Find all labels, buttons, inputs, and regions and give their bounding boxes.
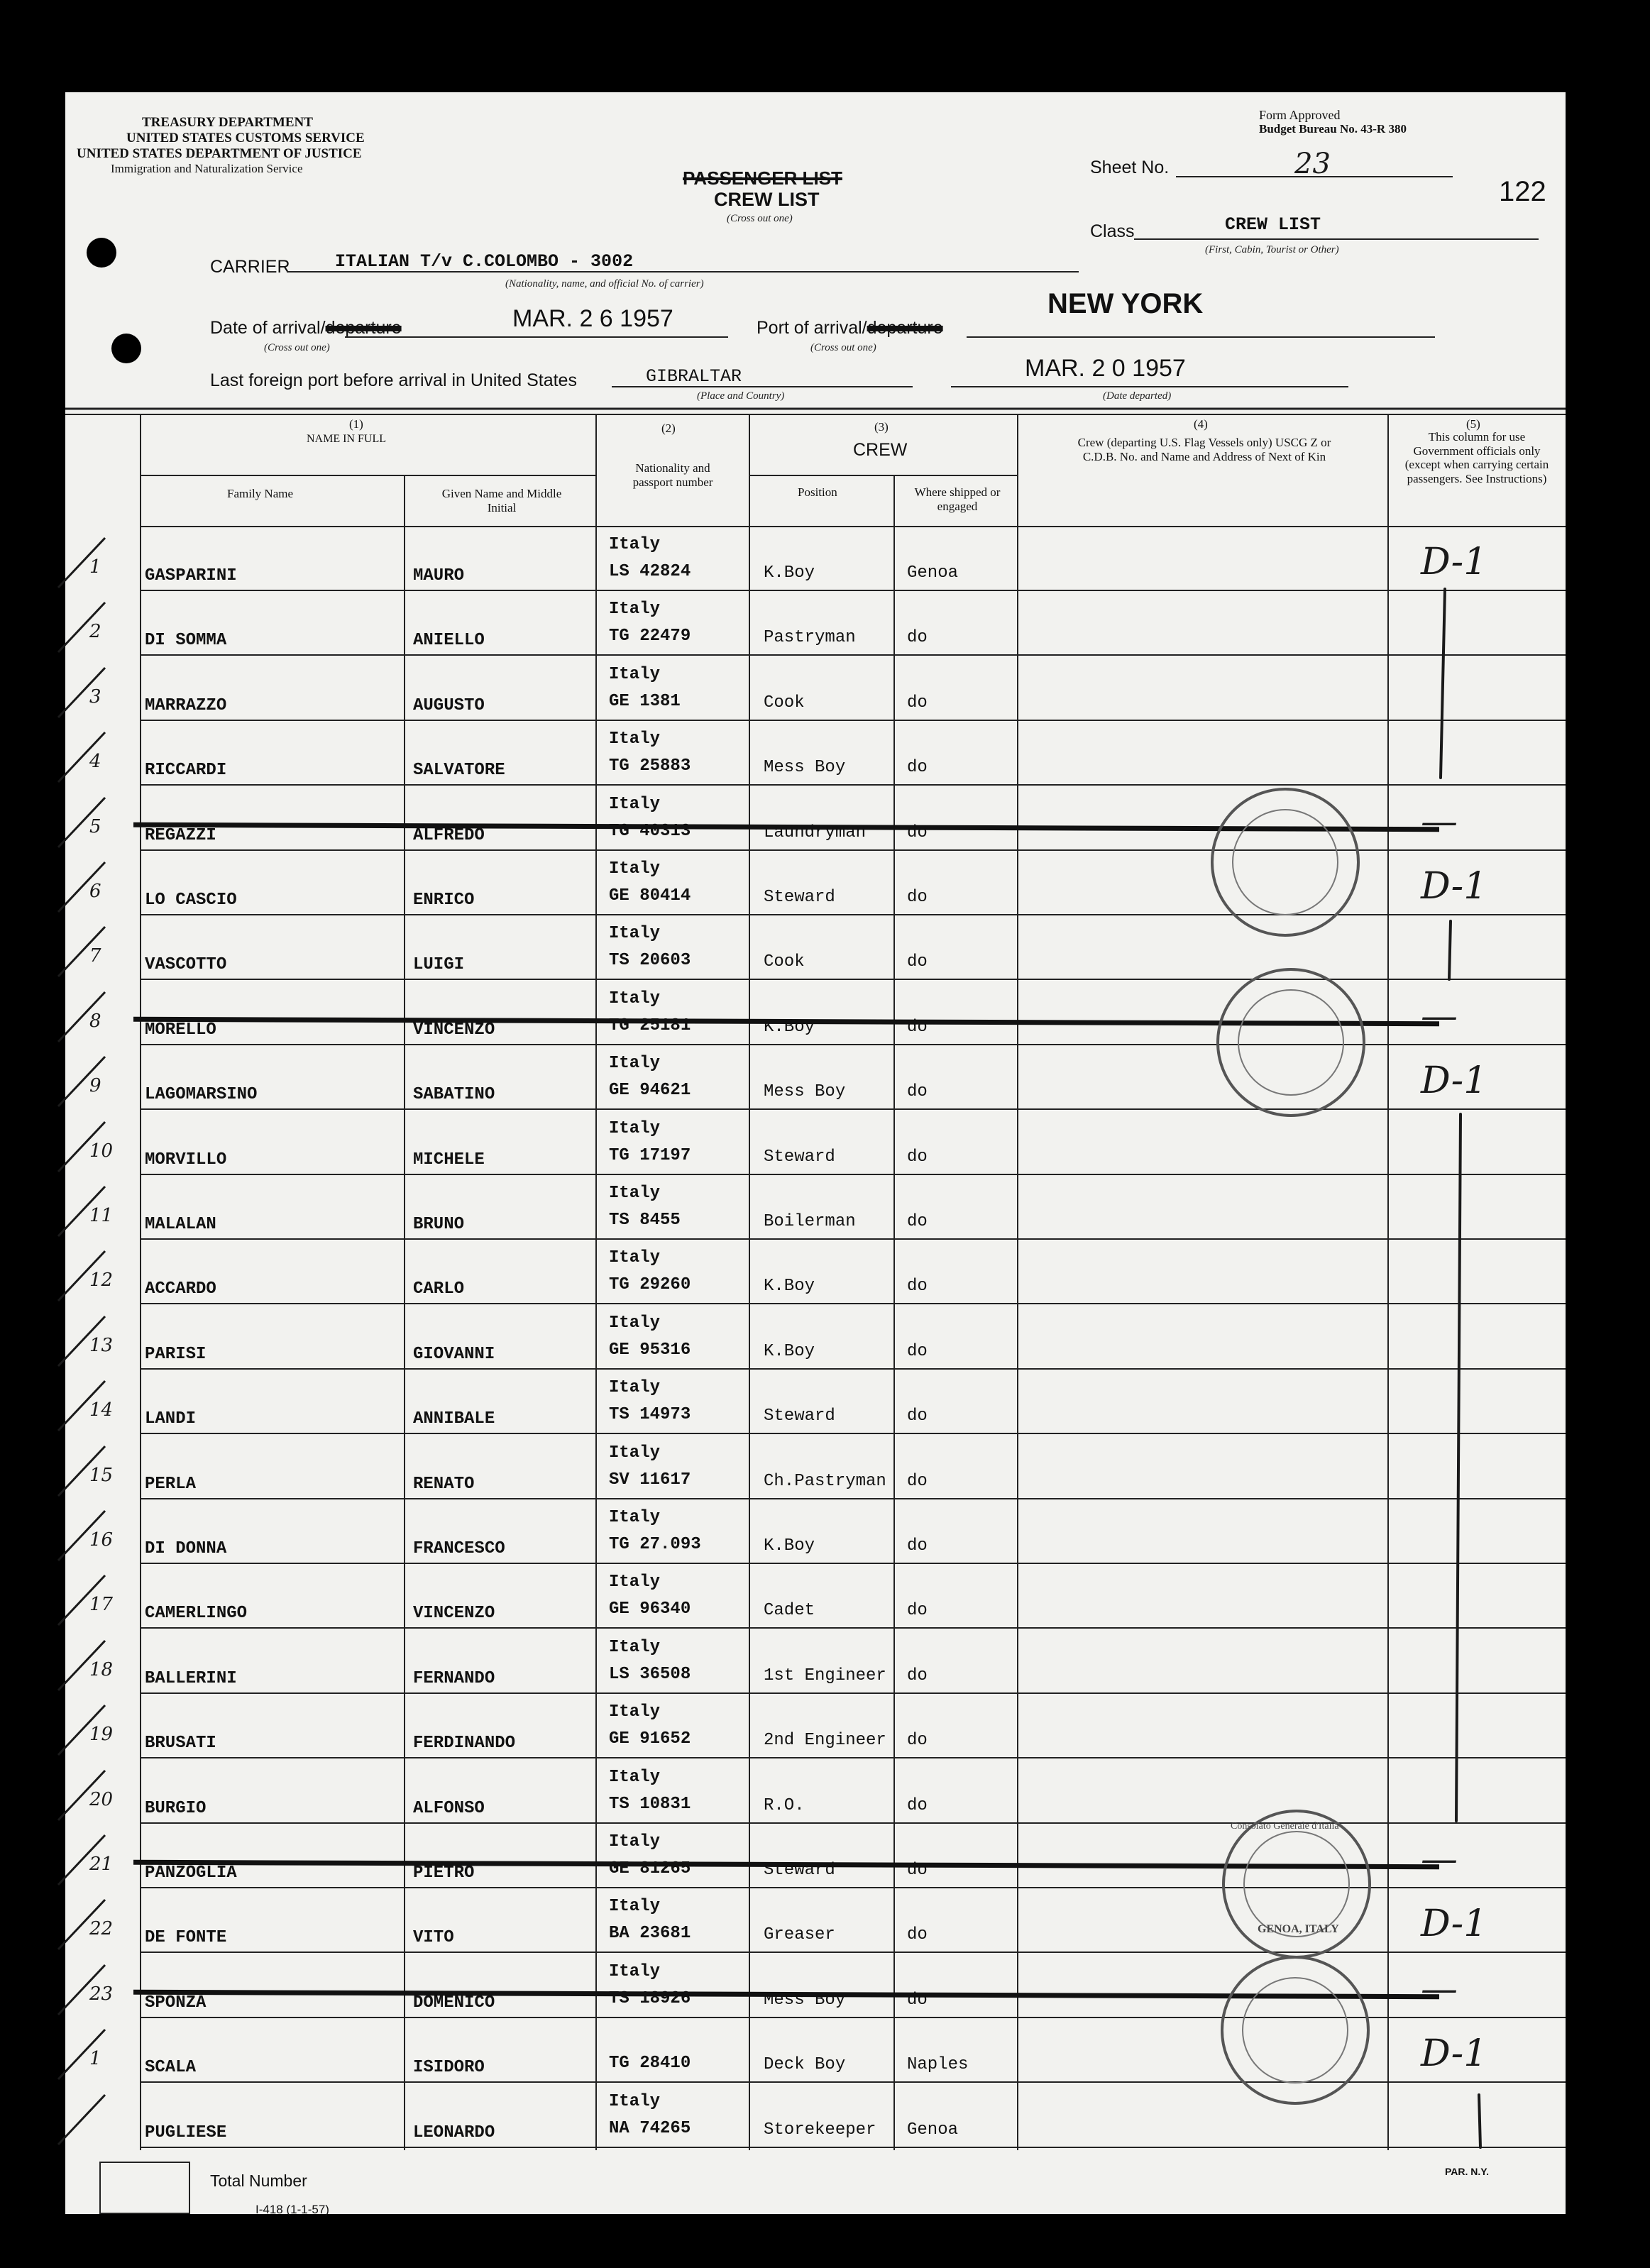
row-number: 23 bbox=[89, 1983, 114, 2005]
nationality: Italy bbox=[609, 1832, 661, 1851]
where-engaged: do bbox=[907, 952, 928, 971]
sheet-label: Sheet No. bbox=[1090, 158, 1170, 177]
passport-number: GE 96340 bbox=[609, 1600, 691, 1619]
family-name: RICCARDI bbox=[145, 761, 227, 780]
where-engaged: do bbox=[907, 1147, 928, 1167]
family-name: VASCOTTO bbox=[145, 955, 227, 974]
given-name: ALFREDO bbox=[413, 826, 485, 845]
family-name: DI DONNA bbox=[145, 1539, 227, 1558]
position: R.O. bbox=[764, 1796, 805, 1815]
row-number: 2 bbox=[89, 621, 101, 642]
family-name: DI SOMMA bbox=[145, 631, 227, 650]
given-name: SALVATORE bbox=[413, 761, 505, 780]
where-engaged: do bbox=[907, 1991, 928, 2010]
passport-number: LS 42824 bbox=[609, 562, 691, 581]
where-engaged: do bbox=[907, 1536, 928, 1556]
where-engaged: do bbox=[907, 758, 928, 777]
passport-number: SV 11617 bbox=[609, 1470, 691, 1490]
family-name: PARISI bbox=[145, 1345, 207, 1364]
place-caption: (Place and Country) bbox=[697, 390, 785, 402]
nationality: Italy bbox=[609, 795, 661, 814]
position: Deck Boy bbox=[764, 2055, 846, 2074]
where-engaged: do bbox=[907, 1212, 928, 1231]
family-name: BALLERINI bbox=[145, 1669, 237, 1688]
where-engaged: do bbox=[907, 1277, 928, 1296]
where-engaged: do bbox=[907, 1018, 928, 1037]
given-name: AUGUSTO bbox=[413, 696, 485, 715]
given-name: VINCENZO bbox=[413, 1604, 495, 1623]
position: K.Boy bbox=[764, 563, 815, 583]
position: Steward bbox=[764, 1861, 835, 1880]
nationality: Italy bbox=[609, 2092, 661, 2111]
nationality: Italy bbox=[609, 1702, 661, 1722]
col1-title: NAME IN FULL bbox=[307, 433, 386, 445]
row-number: 11 bbox=[89, 1205, 114, 1226]
where-engaged: do bbox=[907, 1407, 928, 1426]
where-engaged: do bbox=[907, 1796, 928, 1815]
port-departure-struck: departure bbox=[867, 318, 943, 338]
given-name: RENATO bbox=[413, 1475, 475, 1494]
printer-mark: PAR. N.Y. bbox=[1445, 2166, 1489, 2177]
col5-num: (5) bbox=[1466, 417, 1480, 431]
position: Cook bbox=[764, 952, 805, 971]
foreign-port-value: GIBRALTAR bbox=[646, 366, 742, 387]
official-mark: D-1 bbox=[1421, 865, 1487, 908]
position: Boilerman bbox=[764, 1212, 856, 1231]
family-name: DE FONTE bbox=[145, 1928, 227, 1947]
where-engaged: do bbox=[907, 1082, 928, 1101]
given-name: VINCENZO bbox=[413, 1020, 495, 1040]
given-name: SABATINO bbox=[413, 1085, 495, 1104]
given-name: GIOVANNI bbox=[413, 1345, 495, 1364]
given-name: LUIGI bbox=[413, 955, 465, 974]
position: Ch.Pastryman bbox=[764, 1472, 886, 1491]
position: 2nd Engineer bbox=[764, 1731, 886, 1750]
family-name: LANDI bbox=[145, 1409, 197, 1428]
passport-number: TS 8455 bbox=[609, 1211, 681, 1230]
row-number: 16 bbox=[89, 1529, 114, 1551]
row-number: 19 bbox=[89, 1724, 114, 1745]
row-number: 3 bbox=[89, 686, 101, 708]
row-number: 20 bbox=[89, 1789, 114, 1810]
col3-title: CREW bbox=[853, 440, 908, 460]
passport-number: GE 81265 bbox=[609, 1859, 691, 1878]
given-name: CARLO bbox=[413, 1279, 465, 1299]
nationality: Italy bbox=[609, 989, 661, 1008]
where-engaged: do bbox=[907, 1472, 928, 1491]
col4-title: Crew (departing U.S. Flag Vessels only) USCG Z or C.D.B. No. and Name and Address of Next of Kin bbox=[1077, 436, 1331, 463]
passport-number: TS 18926 bbox=[609, 1989, 691, 2008]
family-name: ACCARDO bbox=[145, 1279, 216, 1299]
row-number: 6 bbox=[89, 881, 101, 902]
total-number-label: Total Number bbox=[210, 2171, 307, 2190]
row-number: 1 bbox=[89, 2048, 101, 2069]
position: Cadet bbox=[764, 1601, 815, 1620]
passport-number: TS 20603 bbox=[609, 951, 691, 970]
nationality: Italy bbox=[609, 1119, 661, 1138]
passport-number: TS 10831 bbox=[609, 1795, 691, 1814]
row-number: 13 bbox=[89, 1335, 114, 1356]
passport-number: GE 80414 bbox=[609, 886, 691, 905]
row-number: 22 bbox=[89, 1918, 114, 1939]
official-mark: — bbox=[1421, 1838, 1458, 1881]
row-number: 5 bbox=[89, 816, 101, 837]
row-number: 4 bbox=[89, 751, 101, 772]
passport-number: GE 94621 bbox=[609, 1081, 691, 1100]
passport-number: TG 29260 bbox=[609, 1275, 691, 1294]
official-mark: — bbox=[1421, 800, 1458, 843]
position: Greaser bbox=[764, 1925, 835, 1944]
official-mark: — bbox=[1421, 1968, 1458, 2010]
row-number: 15 bbox=[89, 1465, 114, 1486]
passenger-list-title: PASSENGER LIST bbox=[683, 167, 842, 189]
family-name: MORELLO bbox=[145, 1020, 216, 1040]
carrier-label: CARRIER bbox=[210, 257, 290, 277]
row-number: 18 bbox=[89, 1659, 114, 1680]
dept-line-3: UNITED STATES DEPARTMENT OF JUSTICE bbox=[77, 146, 362, 161]
position: K.Boy bbox=[764, 1342, 815, 1361]
class-caption: (First, Cabin, Tourist or Other) bbox=[1205, 244, 1339, 255]
nationality: Italy bbox=[609, 1054, 661, 1073]
class-label: Class bbox=[1090, 221, 1135, 241]
family-name: BRUSATI bbox=[145, 1734, 216, 1753]
arrival-label-text: Date of arrival/ bbox=[210, 318, 326, 338]
col3-num: (3) bbox=[874, 420, 889, 434]
position: 1st Engineer bbox=[764, 1666, 886, 1685]
given-name: PIETRO bbox=[413, 1864, 475, 1883]
family-name: CAMERLINGO bbox=[145, 1604, 248, 1623]
row-number: 21 bbox=[89, 1854, 114, 1875]
total-number-box[interactable] bbox=[99, 2162, 190, 2214]
given-name: ALFONSO bbox=[413, 1799, 485, 1818]
carrier-value: ITALIAN T/v C.COLOMBO - 3002 bbox=[335, 251, 634, 272]
col2-num: (2) bbox=[661, 422, 676, 435]
given-name: MICHELE bbox=[413, 1150, 485, 1169]
where-engaged: do bbox=[907, 693, 928, 712]
position: Mess Boy bbox=[764, 1991, 846, 2010]
col4-num: (4) bbox=[1194, 417, 1208, 431]
family-name: MALALAN bbox=[145, 1215, 216, 1234]
nationality: Italy bbox=[609, 1768, 661, 1787]
passport-number: GE 95316 bbox=[609, 1341, 691, 1360]
where-engaged: do bbox=[907, 888, 928, 907]
row-number: 17 bbox=[89, 1594, 114, 1615]
row-number: 12 bbox=[89, 1270, 114, 1291]
nationality: Italy bbox=[609, 859, 661, 879]
position: Mess Boy bbox=[764, 1082, 846, 1101]
passport-number: TG 25883 bbox=[609, 756, 691, 776]
nationality: Italy bbox=[609, 1573, 661, 1592]
where-engaged: do bbox=[907, 1861, 928, 1880]
passport-number: GE 91652 bbox=[609, 1729, 691, 1749]
arrival-cross-caption: (Cross out one) bbox=[264, 342, 330, 353]
col1-num: (1) bbox=[349, 417, 363, 431]
official-mark: D-1 bbox=[1421, 1059, 1487, 1102]
official-mark: D-1 bbox=[1421, 1903, 1487, 1945]
family-name: SCALA bbox=[145, 2058, 197, 2077]
passport-number: TS 14973 bbox=[609, 1405, 691, 1424]
passport-number: TG 22479 bbox=[609, 627, 691, 646]
col2-title: Nationality and passport number bbox=[632, 461, 713, 489]
col3-where-header: Where shipped or engaged bbox=[914, 485, 1001, 513]
class-value: CREW LIST bbox=[1225, 214, 1321, 235]
passport-number: NA 74265 bbox=[609, 2119, 691, 2138]
where-engaged: do bbox=[907, 1342, 928, 1361]
row-number: 10 bbox=[89, 1140, 114, 1162]
carrier-caption: (Nationality, name, and official No. of carrier) bbox=[505, 278, 704, 290]
seal-caption-top: Consolato Generale d'Italia bbox=[1231, 1821, 1339, 1832]
arrival-date-stamp: MAR. 2 6 1957 bbox=[512, 305, 673, 332]
budget-bureau: Budget Bureau No. 43-R 380 bbox=[1259, 122, 1407, 136]
departure-struck: departure bbox=[325, 318, 402, 338]
crew-list-title: CREW LIST bbox=[714, 189, 820, 210]
official-mark: D-1 bbox=[1421, 2032, 1487, 2075]
where-engaged: do bbox=[907, 1925, 928, 1944]
departed-date-stamp: MAR. 2 0 1957 bbox=[1025, 355, 1186, 382]
where-engaged: do bbox=[907, 628, 928, 647]
cross-out-caption: (Cross out one) bbox=[727, 213, 793, 224]
where-engaged: Genoa bbox=[907, 563, 959, 583]
foreign-port-label: Last foreign port before arrival in United States bbox=[210, 370, 577, 390]
position: K.Boy bbox=[764, 1277, 815, 1296]
family-name: REGAZZI bbox=[145, 826, 216, 845]
position: K.Boy bbox=[764, 1018, 815, 1037]
col1-family-header: Family Name bbox=[227, 487, 294, 500]
seal-caption-bottom: GENOA, ITALY bbox=[1258, 1923, 1339, 1935]
passport-number: TG 28410 bbox=[609, 2054, 691, 2073]
nationality: Italy bbox=[609, 1508, 661, 1527]
port-cross-caption: (Cross out one) bbox=[810, 342, 876, 353]
passport-number: BA 23681 bbox=[609, 1924, 691, 1943]
family-name: LAGOMARSINO bbox=[145, 1085, 258, 1104]
row-number: 7 bbox=[89, 945, 101, 967]
position: Steward bbox=[764, 888, 835, 907]
where-engaged: do bbox=[907, 1666, 928, 1685]
nationality: Italy bbox=[609, 600, 661, 619]
official-mark: — bbox=[1421, 995, 1458, 1037]
form-number: I-418 (1-1-57) bbox=[255, 2203, 329, 2216]
position: Storekeeper bbox=[764, 2120, 876, 2140]
given-name: MAURO bbox=[413, 566, 465, 585]
row-number: 14 bbox=[89, 1399, 114, 1421]
family-name: PERLA bbox=[145, 1475, 197, 1494]
nationality: Italy bbox=[609, 665, 661, 684]
nationality: Italy bbox=[609, 730, 661, 749]
row-number: 1 bbox=[89, 556, 101, 578]
position: Pastryman bbox=[764, 628, 856, 647]
given-name: ISIDORO bbox=[413, 2058, 485, 2077]
where-engaged: do bbox=[907, 823, 928, 842]
given-name: FERNANDO bbox=[413, 1669, 495, 1688]
given-name: DOMENICO bbox=[413, 1993, 495, 2013]
family-name: MORVILLO bbox=[145, 1150, 227, 1169]
family-name: PANZOGLIA bbox=[145, 1864, 237, 1883]
given-name: ANNIBALE bbox=[413, 1409, 495, 1428]
given-name: FERDINANDO bbox=[413, 1734, 516, 1753]
crew-list-form bbox=[65, 92, 1566, 2214]
position: Cook bbox=[764, 693, 805, 712]
family-name: BURGIO bbox=[145, 1799, 207, 1818]
where-engaged: do bbox=[907, 1601, 928, 1620]
position: Steward bbox=[764, 1147, 835, 1167]
date-departed-caption: (Date departed) bbox=[1103, 390, 1172, 402]
passport-number: TG 17197 bbox=[609, 1146, 691, 1165]
where-engaged: Genoa bbox=[907, 2120, 959, 2140]
col5-title: This column for use Government officials only (except when carrying certain passengers. See Instructions) bbox=[1404, 430, 1549, 485]
position: Laundryman bbox=[764, 823, 867, 842]
nationality: Italy bbox=[609, 1962, 661, 1981]
nationality: Italy bbox=[609, 1443, 661, 1463]
nationality: Italy bbox=[609, 535, 661, 554]
given-name: VITO bbox=[413, 1928, 454, 1947]
where-engaged: Naples bbox=[907, 2055, 969, 2074]
passport-number: GE 1381 bbox=[609, 692, 681, 711]
sheet-value: 23 bbox=[1294, 148, 1331, 180]
passport-number: TG 27.093 bbox=[609, 1535, 701, 1554]
dept-line-2: UNITED STATES CUSTOMS SERVICE bbox=[126, 131, 365, 145]
given-name: FRANCESCO bbox=[413, 1539, 505, 1558]
position: Mess Boy bbox=[764, 758, 846, 777]
nationality: Italy bbox=[609, 1897, 661, 1916]
nationality: Italy bbox=[609, 1638, 661, 1657]
given-name: BRUNO bbox=[413, 1215, 465, 1234]
passport-number: LS 36508 bbox=[609, 1665, 691, 1684]
row-number: 8 bbox=[89, 1011, 101, 1032]
dept-line-1: TREASURY DEPARTMENT bbox=[142, 115, 313, 130]
family-name: SPONZA bbox=[145, 1993, 207, 2013]
nationality: Italy bbox=[609, 1184, 661, 1203]
hand-strokes bbox=[65, 92, 1566, 2214]
passport-number: TG 25181 bbox=[609, 1016, 691, 1035]
port-value: NEW YORK bbox=[1047, 288, 1204, 319]
page-number: 122 bbox=[1499, 176, 1546, 207]
col1-given-header: Given Name and Middle Initial bbox=[441, 487, 562, 514]
row-number: 9 bbox=[89, 1075, 101, 1096]
nationality: Italy bbox=[609, 1314, 661, 1333]
port-label-text: Port of arrival/ bbox=[757, 318, 867, 338]
family-name: LO CASCIO bbox=[145, 891, 237, 910]
dept-line-4: Immigration and Naturalization Service bbox=[111, 162, 303, 175]
given-name: ANIELLO bbox=[413, 631, 485, 650]
nationality: Italy bbox=[609, 1378, 661, 1397]
passport-number: TG 40313 bbox=[609, 822, 691, 841]
where-engaged: do bbox=[907, 1731, 928, 1750]
position: Steward bbox=[764, 1407, 835, 1426]
col3-position-header: Position bbox=[798, 485, 837, 499]
given-name: ENRICO bbox=[413, 891, 475, 910]
form-approved: Form Approved bbox=[1259, 108, 1341, 122]
family-name: MARRAZZO bbox=[145, 696, 227, 715]
official-mark: D-1 bbox=[1421, 541, 1487, 583]
nationality: Italy bbox=[609, 924, 661, 943]
nationality: Italy bbox=[609, 1248, 661, 1267]
given-name: LEONARDO bbox=[413, 2123, 495, 2142]
family-name: PUGLIESE bbox=[145, 2123, 227, 2142]
position: K.Boy bbox=[764, 1536, 815, 1556]
family-name: GASPARINI bbox=[145, 566, 237, 585]
